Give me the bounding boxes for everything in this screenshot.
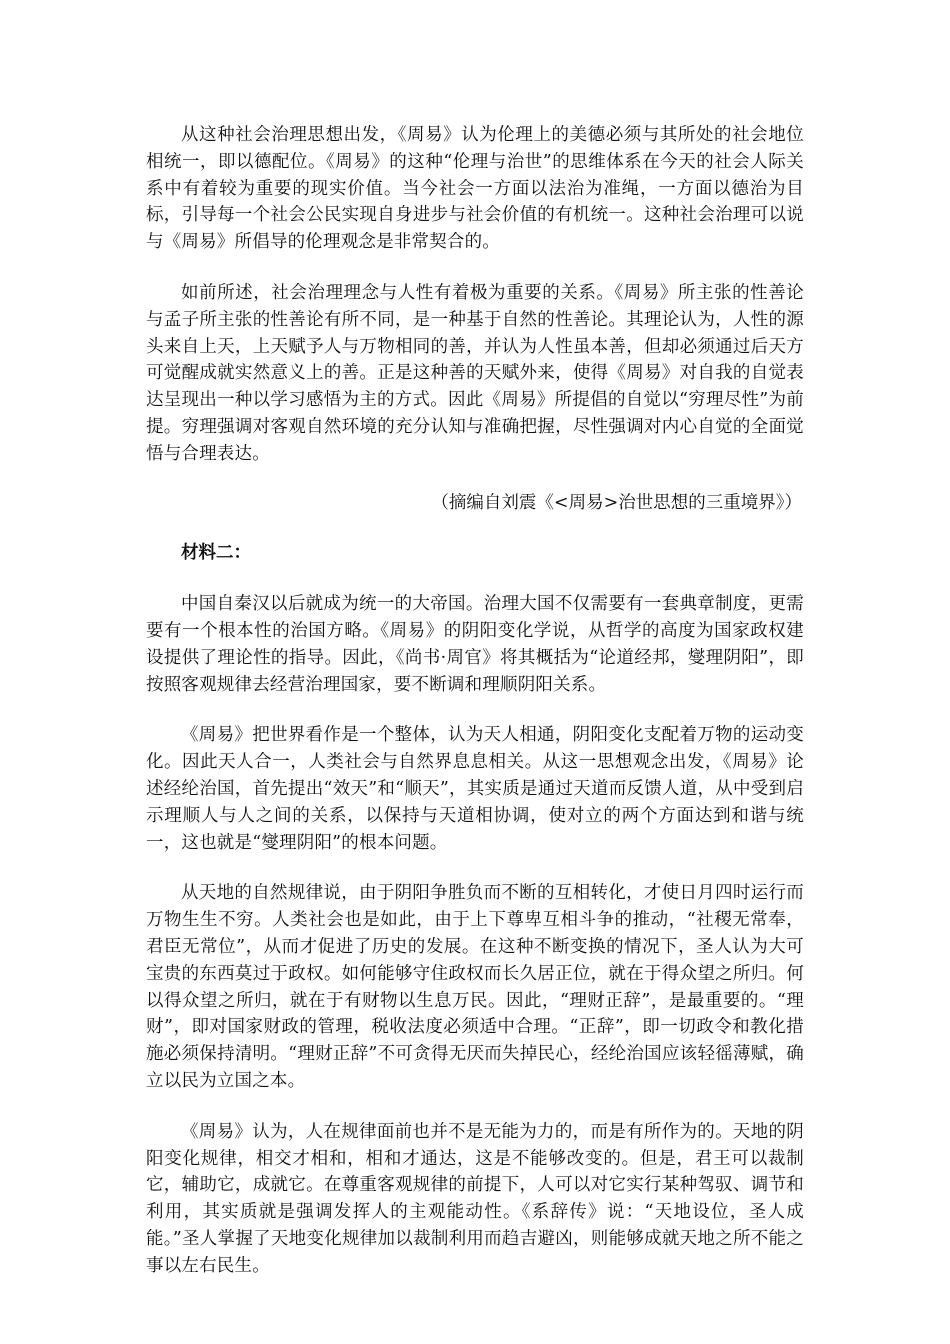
paragraph-gap — [146, 516, 804, 540]
paragraph-gap — [146, 856, 804, 880]
paragraph-gap — [146, 567, 804, 591]
paragraph-gap — [146, 698, 804, 722]
paragraph-gap — [146, 256, 804, 280]
paragraph-gap — [146, 1095, 804, 1119]
material2-paragraph-2: 《周易》把世界看作是一个整体，认为天人相通，阴阳变化支配着万物的运动变化。因此天人合一，人类社会与自然界息息相关。从这一思想观念出发，《周易》论述经纶治国，首先提出“效天”和“顺天”，其实质是通过天道而反馈人道，从中受到启示理顺人与人之间的关系，以保持与天道相协调，使对立的两个方面达到和谐与统一，这也就是“燮理阴阳”的根本问题。 — [146, 725, 804, 853]
material2-paragraph-3: 从天地的自然规律说，由于阴阳争胜负而不断的互相转化，才使日月四时运行而万物生生不穷。人类社会也是如此，由于上下尊卑互相斗争的推动，“社稷无常奉，君臣无常位”，从而才促进了历史的发展。在这种不断变换的情况下，圣人认为大可宝贵的东西莫过于政权。如何能够守住政权而长久居正位，就在于得众望之所归。何以得众望之所归，就在于有财物以生息万民。因此，“理财正辞”，是最重要的。“理财”，即对国家财政的管理，税收法度必须适中合理。“正辞”，即一切政令和教化措施必须保持清明。“理财正辞”不可贪得无厌而失掉民心，经纶治国应该轻徭薄赋，确立以民为立国之本。 — [146, 883, 804, 1091]
paragraph-gap — [146, 468, 804, 490]
material1-paragraph-1: 从这种社会治理思想出发，《周易》认为伦理上的美德必须与其所处的社会地位相统一，即以德配位。《周易》的这种“伦理与治世”的思维体系在今天的社会人际关系中有着较为重要的现实价值。当今社会一方面以法治为准绳，一方面以德治为目标，引导每一个社会公民实现自身进步与社会价值的有机统一。这种社会治理可以说与《周易》所倡导的伦理观念是非常契合的。 — [146, 125, 804, 253]
material2-paragraph-1: 中国自秦汉以后就成为统一的大帝国。治理大国不仅需要有一套典章制度，更需要有一个根本性的治国方略。《周易》的阴阳变化学说，从哲学的高度为国家政权建设提供了理论性的指导。因此，《尚书·周官》将其概括为“论道经邦，燮理阴阳”，即按照客观规律去经营治理国家，要不断调和理顺阴阳关系。 — [146, 594, 804, 695]
material2-heading: 材料二： — [181, 543, 251, 564]
material1-paragraph-2: 如前所述，社会治理理念与人性有着极为重要的关系。《周易》所主张的性善论与孟子所主张的性善论有所不同，是一种基于自然的性善论。其理论认为，人性的源头来自上天，上天赋予人与万物相同的善，并认为人性虽本善，但却必须通过后天方可觉醒成就实然意义上的善。正是这种善的天赋外来，使得《周易》对自我的自觉表达呈现出一种以学习感悟为主的方式。因此《周易》所提倡的自觉以“穷理尽性”为前提。穷理强调对客观自然环境的充分认知与准确把握，尽性强调对内心自觉的全面觉悟与合理表达。 — [146, 282, 804, 464]
material1-source-citation: （摘编自刘震《<周易>治世思想的三重境界》） — [431, 492, 802, 513]
document-page — [146, 122, 804, 1279]
material2-paragraph-4: 《周易》认为，人在规律面前也并不是无能为力的，而是有所作为的。天地的阴阳变化规律，相交才相和，相和才通达，这是不能够改变的。但是，君王可以裁制它，辅助它，成就它。在尊重客观规律的前提下，人可以对它实行某种驾驭、调节和利用，其实质就是强调发挥人的主观能动性。《系辞传》说：“天地设位，圣人成能。”圣人掌握了天地变化规律加以裁制利用而趋吉避凶，则能够成就天地之所不能之事以左右民生。 — [146, 1121, 804, 1276]
